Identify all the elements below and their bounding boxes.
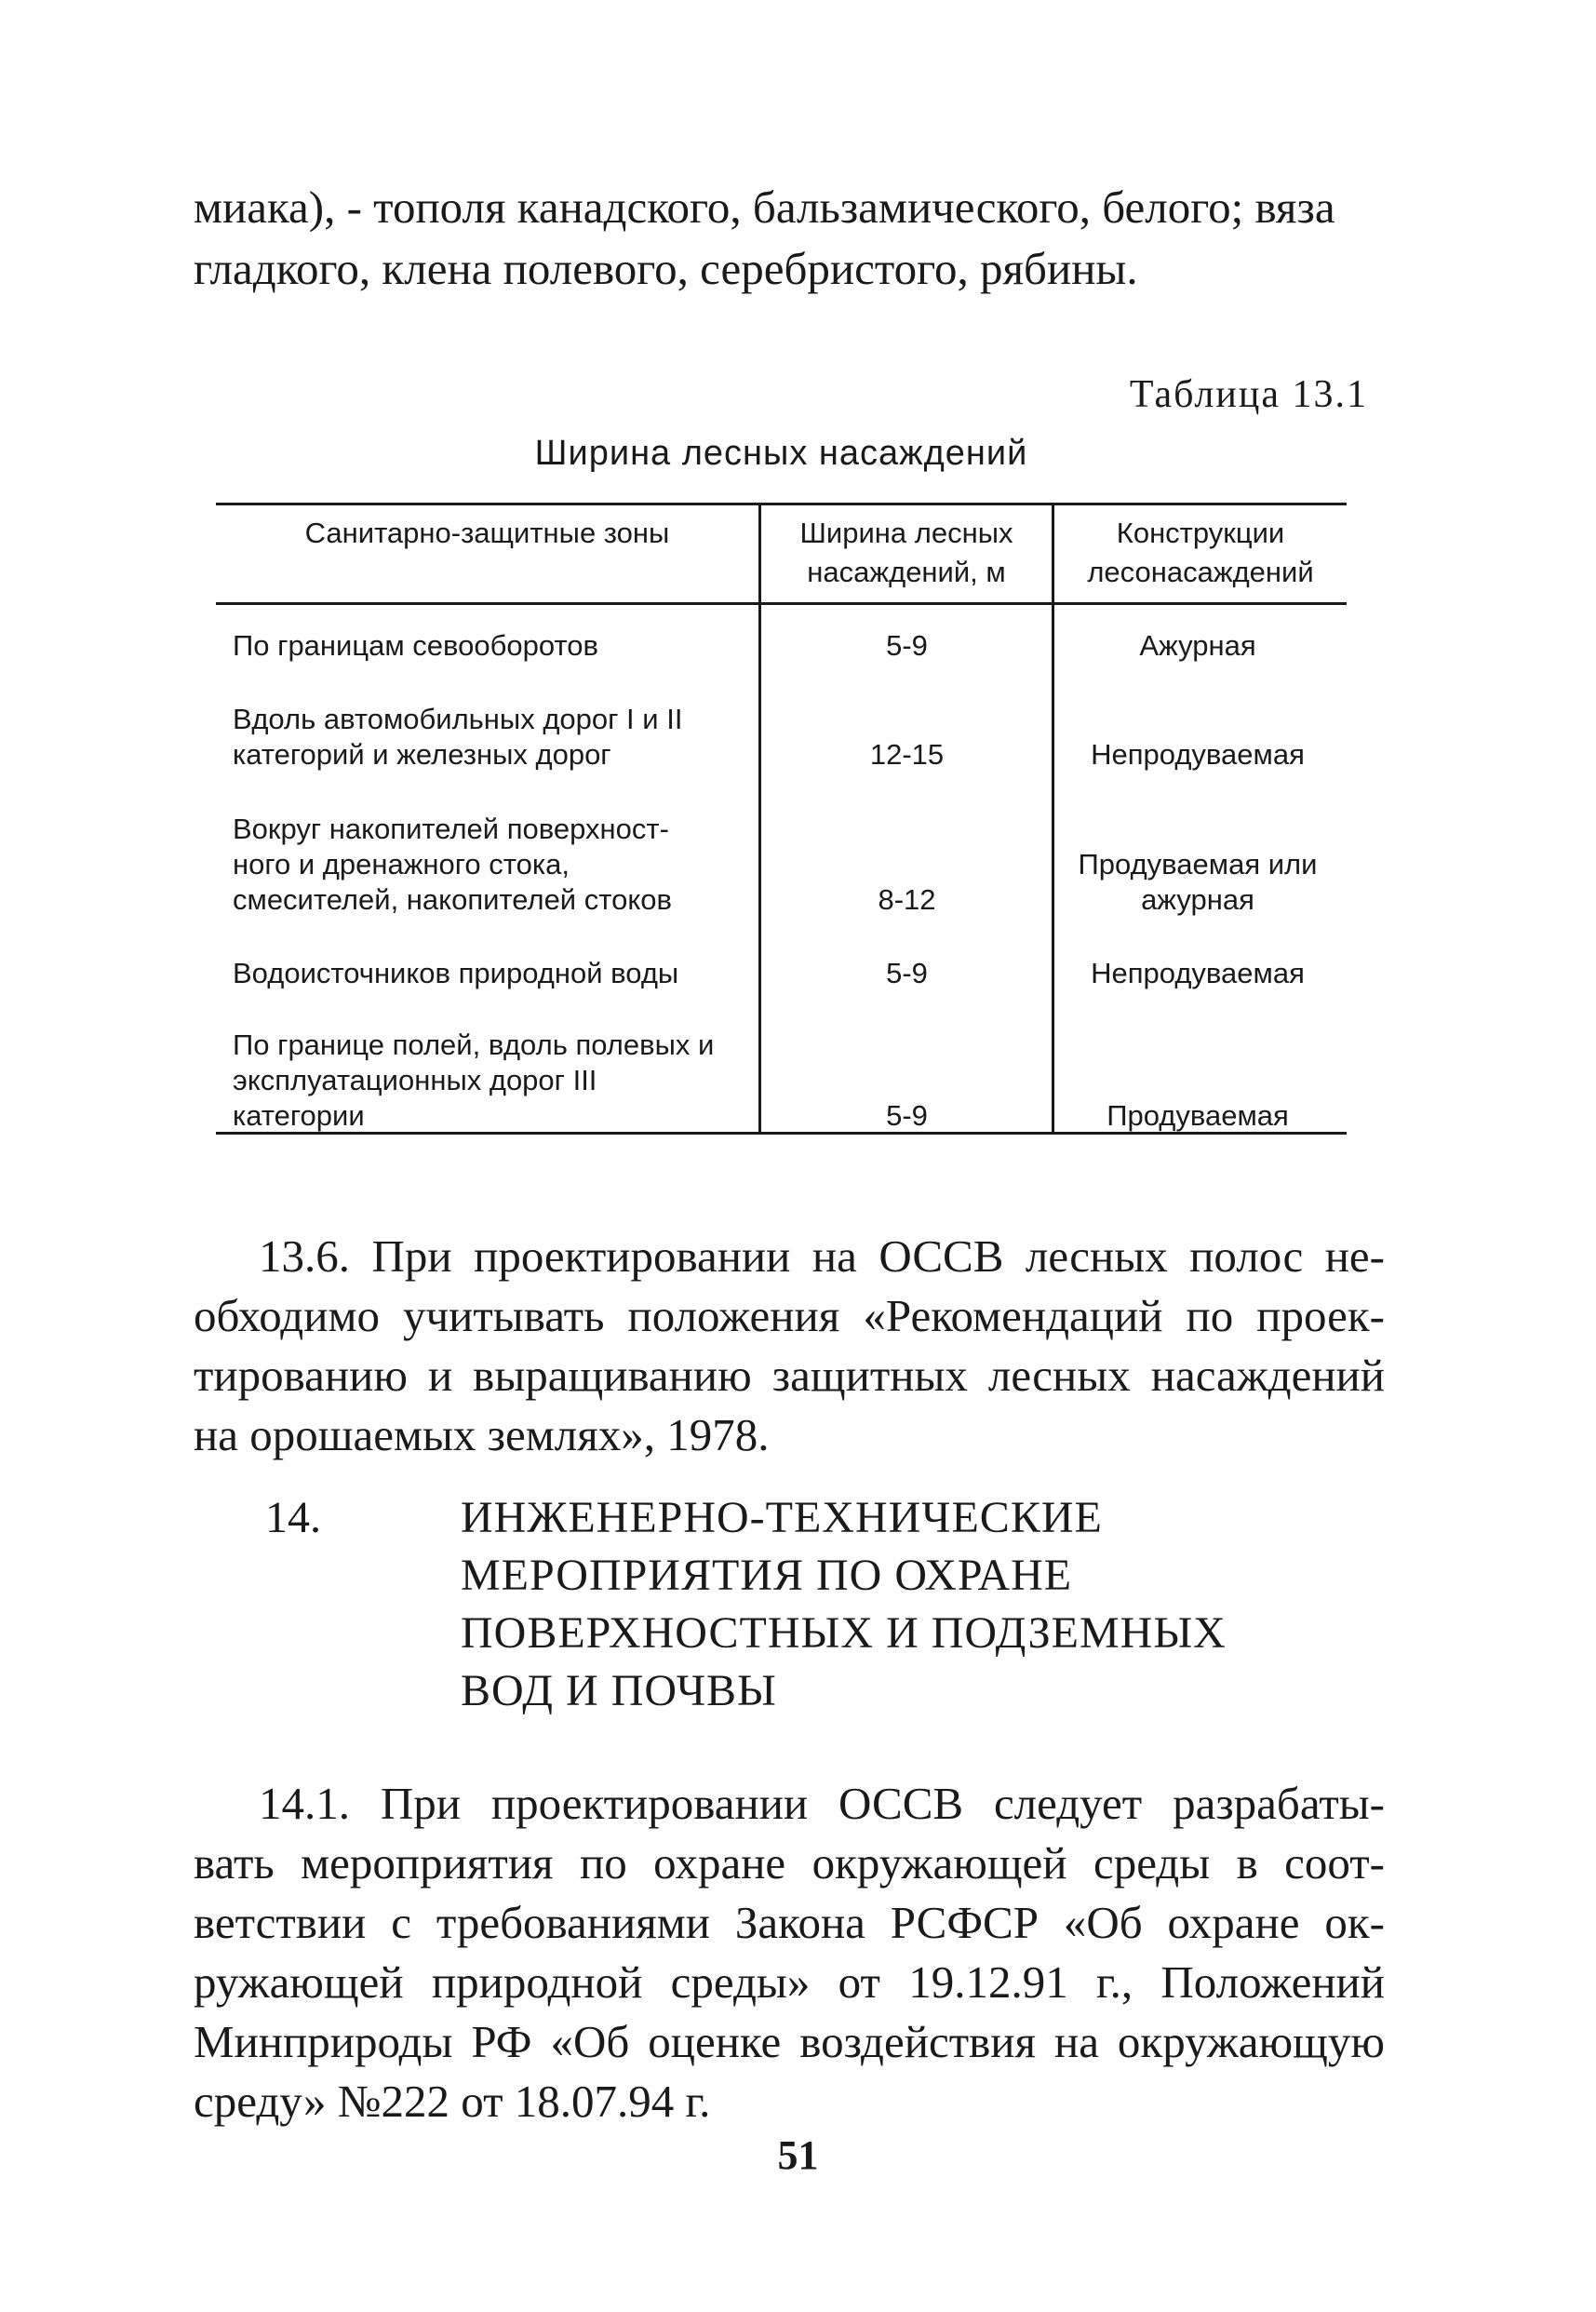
paragraph-line: ветствии с требованиями Закона РСФСР «Об охране ок- (194, 1897, 1385, 1948)
paragraph-line: тированию и выращиванию защитных лесных насаждений (194, 1350, 1385, 1401)
header-zone: Санитарно-защитные зоны (304, 517, 670, 549)
header-width-line: Ширина лесных (799, 517, 1013, 549)
intro-line: гладкого, клена полевого, серебристого, рябины. (194, 243, 1138, 294)
table-row-construction (1058, 847, 1337, 918)
zone-line: Вдоль автомобильных дорог I и II (233, 703, 683, 735)
section-title (461, 1489, 1391, 1720)
zone-line: Водоисточников природной воды (233, 957, 679, 989)
paragraph-line: на орошаемых землях», 1978. (194, 1409, 770, 1460)
table-row-width: 12-15 (869, 738, 945, 771)
zone-line: По границам севооборотов (233, 629, 598, 662)
zone-line: категорий и железных дорог (233, 738, 611, 771)
section-number: 14. (265, 1493, 321, 1542)
table-top-rule (216, 503, 1347, 505)
paragraph-line: 14.1. При проектировании ОССВ следует разрабаты- (259, 1778, 1385, 1829)
table-row-construction (1058, 628, 1337, 664)
page-number: 51 (777, 2132, 819, 2178)
header-construction-line: лесонасаждений (1087, 556, 1314, 588)
header-width-line: насаждений, м (807, 556, 1006, 588)
paragraph-line: среду» №222 от 18.07.94 г. (194, 2076, 711, 2127)
section-title-line: ИНЖЕНЕРНО-ТЕХНИЧЕСКИЕ (461, 1493, 1103, 1542)
section-title-line: ВОД И ПОЧВЫ (461, 1666, 777, 1715)
table-column-divider (1052, 503, 1054, 1132)
table-row-width: 5-9 (886, 629, 928, 662)
paragraph-line: вать мероприятия по охране окружающей среды в соот- (194, 1837, 1385, 1889)
zone-line: эксплуатационных дорог III (233, 1064, 597, 1096)
table-row-width: 5-9 (886, 957, 928, 989)
header-construction-line: Конструкции (1116, 517, 1285, 549)
table-row-zone (233, 956, 758, 991)
table-number: Таблица 13.1 (1129, 373, 1368, 416)
section-title-line: МЕРОПРИЯТИЯ ПО ОХРАНЕ (461, 1551, 1073, 1600)
construction-line: Продуваемая (1106, 1099, 1289, 1132)
intro-line: миака), - тополя канадского, бальзамического, белого; вяза (194, 181, 1335, 233)
table-row-construction (1058, 737, 1337, 773)
table-row-width: 5-9 (886, 1099, 928, 1132)
zone-line: категории (233, 1099, 365, 1132)
paragraph-line: 13.6. При проектировании на ОССВ лесных полос не- (259, 1230, 1385, 1282)
table-row-construction (1058, 1098, 1337, 1134)
construction-line: ажурная (1141, 883, 1254, 916)
zone-line: По границе полей, вдоль полевых и (233, 1028, 715, 1061)
construction-line: Ажурная (1139, 629, 1256, 662)
table-row-zone (233, 812, 758, 918)
table-row-width: 8-12 (878, 883, 936, 916)
zone-line: Вокруг накопителей поверхност- (233, 813, 669, 845)
paragraph-14-1 (194, 1774, 1385, 2131)
table-row-zone (233, 702, 758, 773)
section-title-line: ПОВЕРХНОСТНЫХ И ПОДЗЕМНЫХ (461, 1608, 1227, 1658)
table-column-divider (758, 503, 761, 1132)
table-header-rule (216, 602, 1347, 605)
table-row-zone (233, 1028, 758, 1134)
zone-line: смесителей, накопителей стоков (233, 883, 672, 916)
paragraph-line: ружающей природной среды» от 19.12.91 г., Положений (194, 1956, 1385, 2008)
construction-line: Непродуваемая (1091, 738, 1305, 771)
header-construction (1054, 514, 1347, 592)
zone-line: ного и дренажного стока, (233, 848, 570, 880)
paragraph-line: обходимо учитывать положения «Рекомендаций по проек- (194, 1290, 1385, 1341)
construction-line: Непродуваемая (1091, 957, 1305, 989)
construction-line: Продуваемая или (1078, 848, 1318, 880)
table-row-zone (233, 628, 758, 664)
paragraph-line: Минприроды РФ «Об оценке воздействия на окружающую (194, 2016, 1385, 2067)
table-row-construction (1058, 956, 1337, 991)
paragraph-13-6 (194, 1227, 1385, 1465)
forest-width-table (216, 486, 1347, 1137)
intro-paragraph (194, 177, 1385, 300)
header-width (761, 514, 1052, 592)
table-title: Ширина лесных насаждений (534, 434, 1028, 473)
